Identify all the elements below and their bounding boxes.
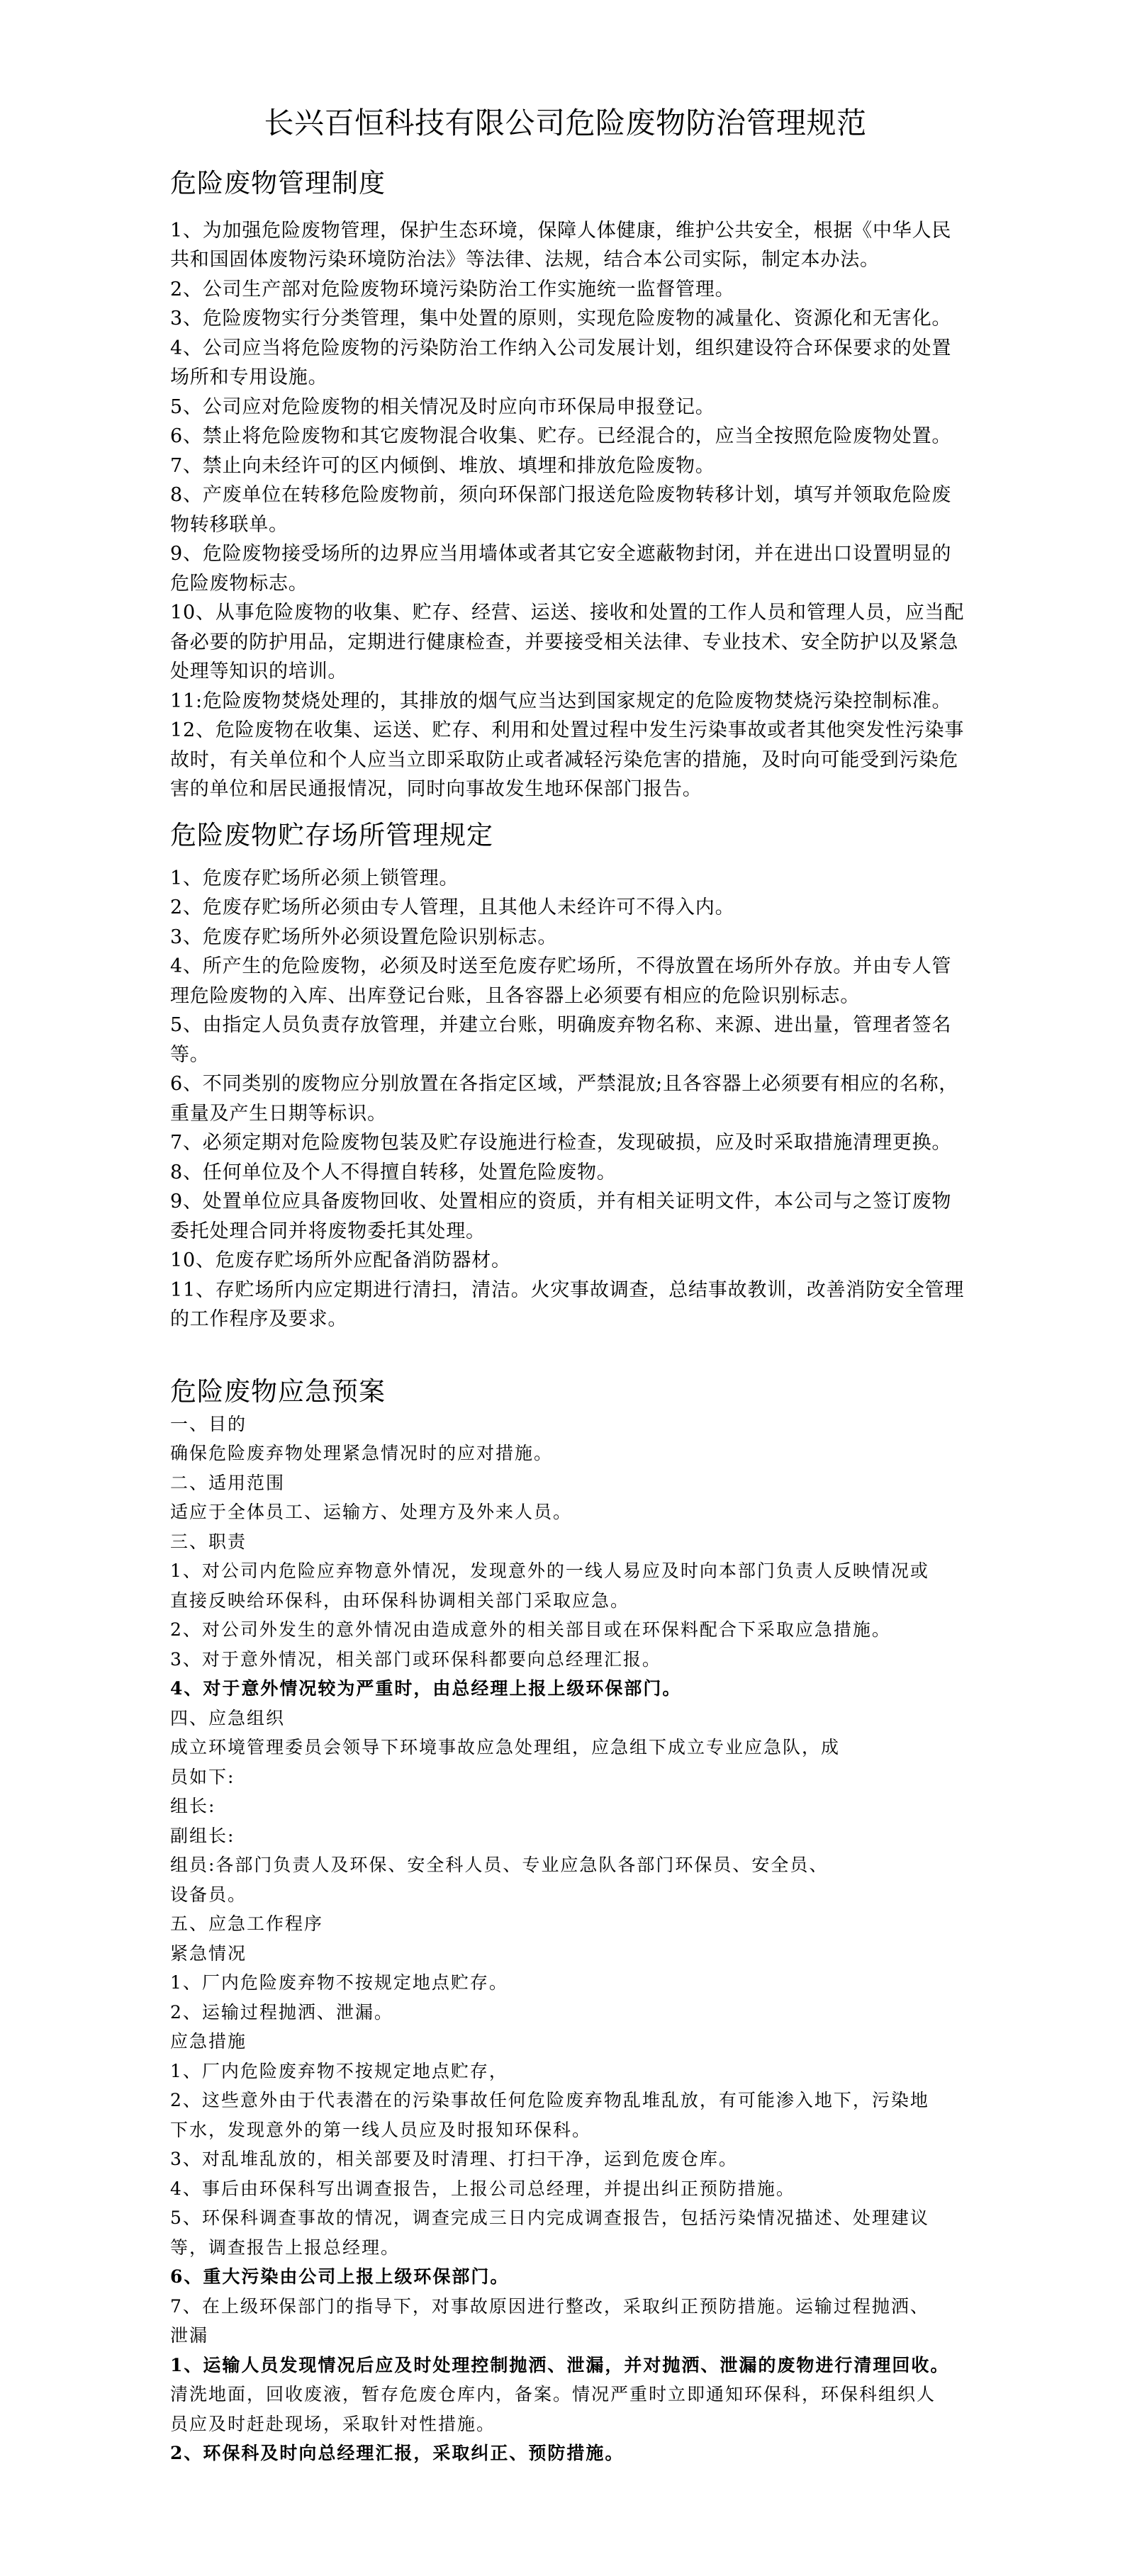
text-line: 10、从事危险废物的收集、贮存、经营、运送、接收和处置的工作人员和管理人员，应当配 — [170, 602, 965, 624]
text-line: 设备员。 — [170, 1884, 247, 1905]
text-line: 4、对于意外情况较为严重时，由总经理上报上级环保部门。 — [170, 1678, 682, 1699]
text-line: 等，调查报告上报总经理。 — [170, 2237, 401, 2258]
text-line: 副组长: — [170, 1825, 235, 1846]
text-line: 场所和专用设施。 — [170, 366, 328, 388]
text-line: 6、禁止将危险废物和其它废物混合收集、贮存。已经混合的，应当全按照危险废物处置。 — [170, 425, 952, 447]
text-line: 员如下: — [170, 1766, 235, 1787]
text-line: 害的单位和居民通报情况，同时向事故发生地环保部门报告。 — [170, 778, 703, 800]
text-line: 7、在上级环保部门的指导下，对事故原因进行整改，采取纠正预防措施。运输过程抛洒、 — [170, 2295, 929, 2317]
text-line: 2、这些意外由于代表潜在的污染事故任何危险废弃物乱堆乱放，有可能渗入地下，污染地 — [170, 2090, 929, 2110]
text-line: 组员:各部门负责人及环保、安全科人员、专业应急队各部门环保员、安全员、 — [170, 1855, 829, 1875]
section-body — [170, 216, 965, 804]
text-line: 三、职责 — [170, 1531, 247, 1552]
section-body — [170, 1410, 961, 2468]
text-line: 成立环境管理委员会领导下环境事故应急处理组，应急组下成立专业应急队，成 — [170, 1737, 841, 1757]
text-line: 员应及时赶赴现场，采取针对性措施。 — [170, 2413, 496, 2434]
text-line: 9、危险废物接受场所的边界应当用墙体或者其它安全遮蔽物封闭，并在进出口设置明显的 — [170, 543, 952, 565]
text-line: 8、任何单位及个人不得擅自转移，处置危险废物。 — [170, 1161, 617, 1183]
text-line: 5、环保科调查事故的情况，调查完成三日内完成调查报告，包括污染情况描述、处理建议 — [170, 2207, 929, 2228]
text-line: 紧急情况 — [170, 1942, 247, 1964]
text-line: 1、厂内危险废弃物不按规定地点贮存。 — [170, 1972, 508, 1993]
text-line: 2、危废存贮场所必须由专人管理，且其他人未经许可不得入内。 — [170, 896, 735, 918]
text-line: 备必要的防护用品，定期进行健康检查，并要接受相关法律、专业技术、安全防护以及紧急 — [170, 631, 958, 653]
text-line: 适应于全体员工、运输方、处理方及外来人员。 — [170, 1502, 573, 1522]
section-body — [170, 864, 965, 1334]
text-line: 3、对于意外情况，相关部门或环保科都要向总经理汇报。 — [170, 1648, 661, 1670]
text-line: 应急措施 — [170, 2031, 247, 2052]
text-line: 2、公司生产部对危险废物环境污染防治工作实施统一监督管理。 — [170, 278, 735, 300]
text-line: 下水，发现意外的第一线人员应及时报知环保科。 — [170, 2119, 592, 2140]
text-line: 五、应急工作程序 — [170, 1913, 324, 1934]
text-line: 3、对乱堆乱放的，相关部要及时清理、打扫干净，运到危废仓库。 — [170, 2149, 738, 2169]
section-heading: 危险废物管理制度 — [170, 167, 386, 198]
document-body — [170, 167, 965, 2468]
text-line: 7、必须定期对危险废物包装及贮存设施进行检查，发现破损，应及时采取措施清理更换。 — [170, 1132, 952, 1154]
section-heading: 危险废物应急预案 — [170, 1376, 386, 1407]
document-title: 长兴百恒科技有限公司危险废物防治管理规范 — [264, 106, 867, 140]
text-line: 7、禁止向未经许可的区内倾倒、堆放、填埋和排放危险废物。 — [170, 454, 715, 477]
text-line: 清洗地面，回收废液，暂存危废仓库内，备案。情况严重时立即通知环保科，环保科组织人 — [170, 2384, 936, 2405]
text-line: 理危险废物的入库、出库登记台账，且各容器上必须要有相应的危险识别标志。 — [170, 984, 860, 1007]
text-line: 物转移联单。 — [170, 513, 289, 536]
text-line: 重量及产生日期等标识。 — [170, 1102, 387, 1125]
text-line: 4、公司应当将危险废物的污染防治工作纳入公司发展计划，组织建设符合环保要求的处置 — [170, 337, 952, 359]
text-line: 1、危废存贮场所必须上锁管理。 — [170, 867, 459, 889]
text-line: 2、运输过程抛洒、泄漏。 — [170, 2001, 393, 2023]
text-line: 11、存贮场所内应定期进行清扫，清洁。火灾事故调查，总结事故教训，改善消防安全管理 — [170, 1278, 965, 1301]
text-line: 2、对公司外发生的意外情况由造成意外的相关部目或在环保料配合下采取应急措施。 — [170, 1619, 891, 1640]
text-line: 泄漏 — [170, 2325, 209, 2346]
text-line: 6、不同类别的废物应分别放置在各指定区域，严禁混放;且各容器上必须要有相应的名称， — [170, 1073, 959, 1095]
text-line: 危险废物标志。 — [170, 572, 308, 595]
text-line: 9、处置单位应具备废物回收、处置相应的资质，并有相关证明文件，本公司与之签订废物 — [170, 1191, 952, 1213]
text-line: 故时，有关单位和个人应当立即采取防止或者减轻污染危害的措施，及时向可能受到污染危 — [170, 748, 958, 771]
text-line: 1、对公司内危险应弃物意外情况，发现意外的一线人易应及时向本部门负责人反映情况或 — [170, 1560, 929, 1581]
text-line: 8、产废单位在转移危险废物前，须向环保部门报送危险废物转移计划，填写并领取危险废 — [170, 484, 952, 506]
section-heading: 危险废物贮存场所管理规定 — [170, 819, 493, 850]
text-line: 12、危险废物在收集、运送、贮存、利用和处置过程中发生污染事故或者其他突发性污染事 — [170, 719, 965, 741]
text-line: 10、危废存贮场所外应配备消防器材。 — [170, 1249, 511, 1271]
text-line: 3、危废存贮场所外必须设置危险识别标志。 — [170, 926, 558, 948]
text-line: 直接反映给环保科，由环保科协调相关部门采取应急。 — [170, 1590, 630, 1611]
text-line: 处理等知识的培训。 — [170, 660, 348, 682]
text-line: 确保危险废弃物处理紧急情况时的应对措施。 — [170, 1443, 554, 1463]
text-line: 5、由指定人员负责存放管理，并建立台账，明确废弃物名称、来源、进出量，管理者签名 — [170, 1014, 952, 1036]
text-line: 的工作程序及要求。 — [170, 1308, 348, 1330]
text-line: 6、重大污染由公司上报上级环保部门。 — [170, 2266, 510, 2287]
text-line: 4、事后由环保科写出调查报告，上报公司总经理，并提出纠正预防措施。 — [170, 2178, 795, 2199]
text-line: 四、应急组织 — [170, 1707, 286, 1728]
text-line: 组长: — [170, 1796, 216, 1816]
text-line: 共和国固体废物污染环境防治法》等法律、法规，结合本公司实际，制定本办法。 — [170, 249, 880, 271]
text-line: 1、厂内危险废弃物不按规定地点贮存， — [170, 2060, 508, 2081]
text-line: 1、运输人员发现情况后应及时处理控制抛洒、泄漏，并对抛洒、泄漏的废物进行清理回收。 — [170, 2354, 950, 2375]
text-line: 5、公司应对危险废物的相关情况及时应向市环保局申报登记。 — [170, 395, 715, 418]
text-line: 3、危险废物实行分类管理，集中处置的原则，实现危险废物的减量化、资源化和无害化。 — [170, 308, 952, 330]
text-line: 一、目的 — [170, 1413, 247, 1434]
text-line: 等。 — [170, 1043, 210, 1066]
text-line: 二、适用范围 — [170, 1472, 286, 1493]
text-line: 1、为加强危险废物管理，保护生态环境，保障人体健康，维护公共安全，根据《中华人民 — [170, 219, 952, 242]
text-line: 2、环保科及时向总经理汇报，采取纠正、预防措施。 — [170, 2443, 625, 2463]
text-line: 委托处理合同并将废物委托其处理。 — [170, 1220, 486, 1242]
text-line: 4、所产生的危险废物，必须及时送至危废存贮场所，不得放置在场所外存放。并由专人管 — [170, 955, 952, 977]
text-line: 11:危险废物焚烧处理的，其排放的烟气应当达到国家规定的危险废物焚烧污染控制标准。 — [170, 690, 952, 712]
